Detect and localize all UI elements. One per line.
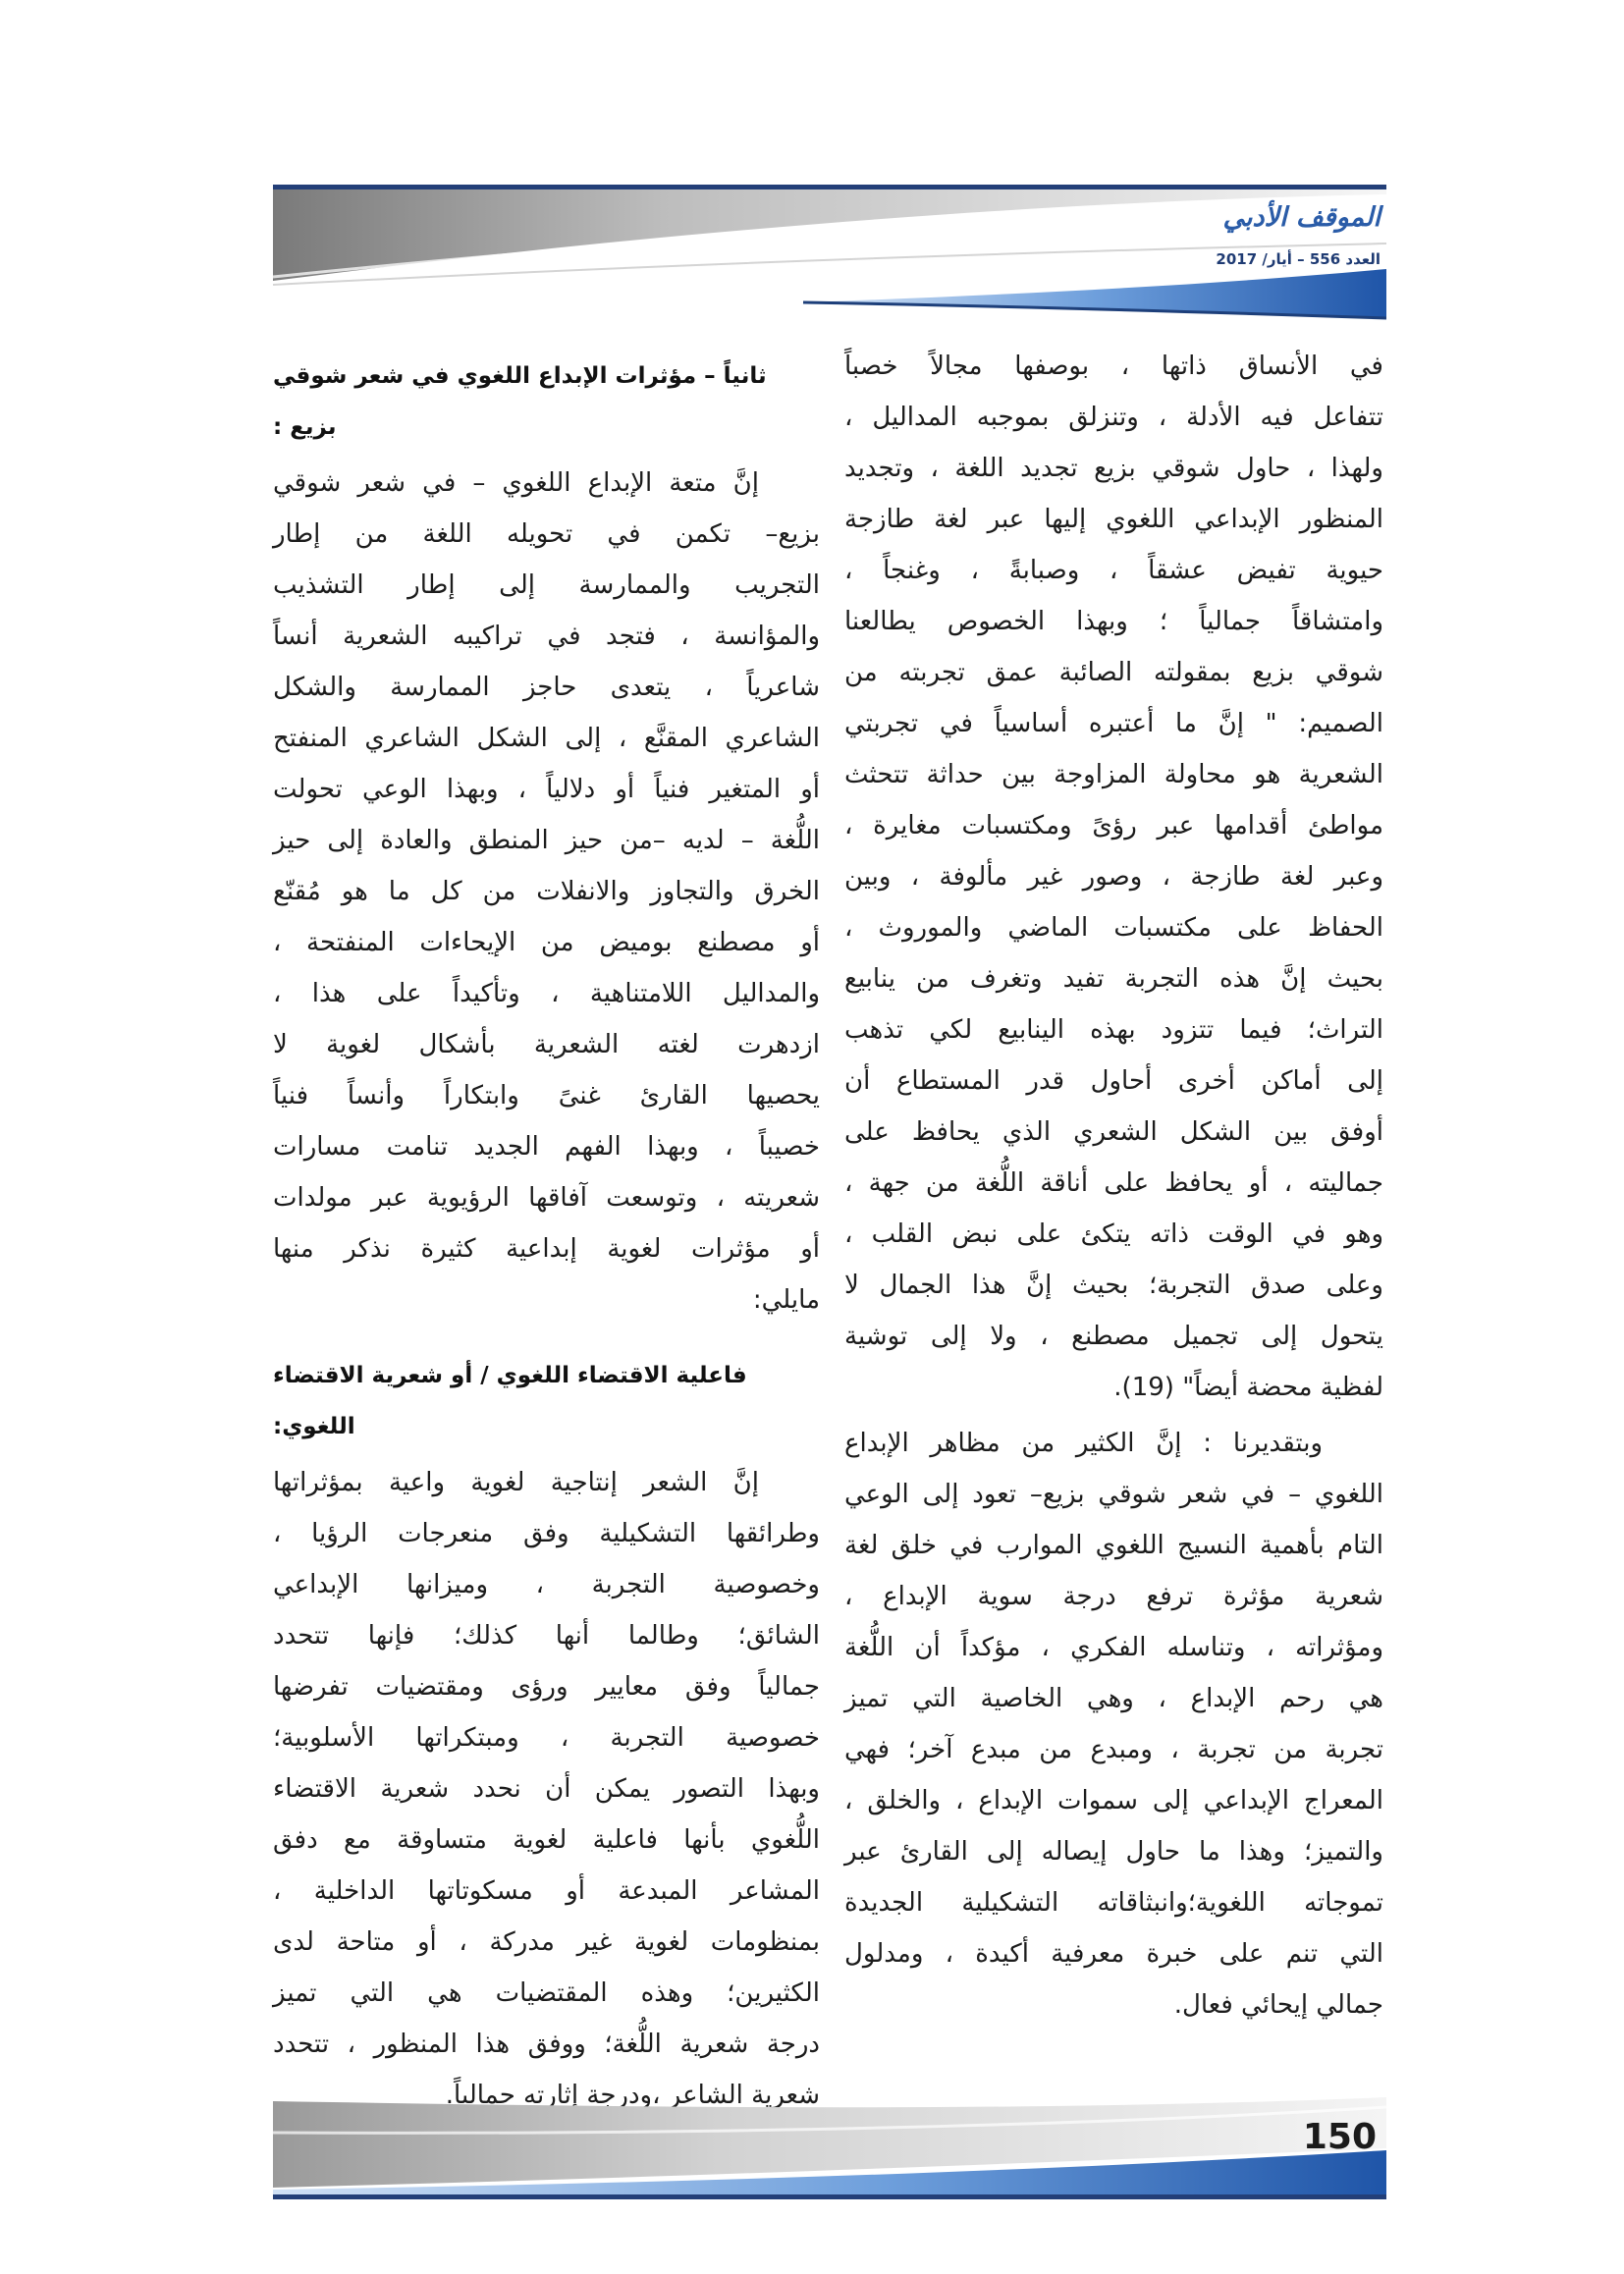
text-line: يتحول إلى تجميل مصطنع ، ولا إلى توشية [844,1322,1383,1351]
text-line: شعريته ، وتوسعت آفاقها الرؤيوية عبر مولدات [273,1183,820,1213]
text-line: المعراج الإبداعي إلى سموات الإبداع ، والخلق ، [844,1786,1383,1815]
issue-number: العدد 556 – أيار/ 2017 [1216,250,1380,268]
text-line: وبهذا التصور يمكن أن نحدد شعرية الاقتضاء [273,1774,820,1804]
text-line: الخرق والتجاوز والانفلات من كل ما هو مُقنّع [273,877,820,906]
text-line: وعبر لغة طازجة ، وصور غير مألوفة ، وبين [844,862,1383,892]
text-line: وطرائقها التشكيلية وفق منعرجات الرؤيا ، [273,1519,820,1548]
section [273,351,820,1326]
paragraph [844,341,1383,1413]
magazine-logo: الموقف الأدبي [1222,202,1380,233]
text-line: هي رحم الإبداع ، وهي الخاصية التي تميز [844,1684,1383,1713]
text-line: اللغوي – في شعر شوقي بزيع– تعود إلى الوعي [844,1480,1383,1509]
text-line: التراث؛ فيما تتزود بهذه الينابيع لكي تذهب [844,1015,1383,1045]
text-line: إنَّ الشعر إنتاجية لغوية واعية بمؤثراتها [273,1468,759,1497]
text-line: أو مؤثرات لغوية إبداعية كثيرة نذكر منها [273,1234,820,1264]
text-line: درجة شعرية اللُّغة؛ ووفق هذا المنظور ، تتحدد [273,2030,820,2059]
text-line: شعرية مؤثرة ترفع درجة سوية الإبداع ، [844,1582,1383,1611]
text-line: التجريب والممارسة إلى إطار التشذيب [273,570,820,600]
text-line: تتفاعل فيه الأدلة ، وتنزلق بموجبه المداليل ، [844,403,1383,432]
text-line: اللُّغوي بأنها فاعلية لغوية متساوقة مع دفق [273,1825,820,1855]
page-number: 150 [1302,2117,1377,2157]
text-line: بحيث إنَّ هذه التجربة تفيد وتغرف من ينابيع [844,964,1383,994]
text-line: أو المتغير فنياً أو دلالياً ، وبهذا الوعي تحولت [273,775,820,804]
text-line: المنظور الإبداعي اللغوي إليها عبر لغة طازجة [844,505,1383,534]
text-line: التي تنم على خبرة معرفية أكيدة ، ومدلول [844,1939,1383,1969]
text-line: ولهذا ، حاول شوقي بزيع تجديد اللغة ، وتجديد [844,454,1383,483]
section-heading: ثانياً – مؤثرات الإبداع اللغوي في شعر شوقي بزيع : [273,363,767,440]
text-line: الكثيرين؛ وهذه المقتضيات هي التي تميز [273,1978,820,2008]
text-line: في الأنساق ذاتها ، بوصفها مجالاً خصباً [844,352,1383,381]
section-heading: فاعلية الاقتضاء اللغوي / أو شعرية الاقتضاء اللغوي: [273,1363,747,1439]
text-line: مايلي: [752,1285,820,1315]
text-line: بزيع– تكمن في تحويله اللغة من إطار [273,519,820,549]
text-line: الشعرية هو محاولة المزاوجة بين حداثة تتحثث [844,760,1383,789]
text-line: وامتشاقاً جمالياً ؛ وبهذا الخصوص يطالعنا [844,607,1383,636]
text-line: والتميز؛ وهذا ما حاول إيصاله إلى القارئ عبر [844,1837,1383,1867]
right-column [844,341,1383,2030]
text-line: حيوية تفيض عشقاً ، وصبابةً ، وغنجاً ، [844,556,1383,585]
text-line: وهو في الوقت ذاته يتكئ على نبض القلب ، [844,1219,1383,1249]
text-line: جمالي إيحائي فعال. [1173,1990,1383,2020]
footer-swoosh [273,2093,1386,2203]
text-line: شوقي بزيع بمقولته الصائبة عمق تجربته من [844,658,1383,687]
text-line: تموجاته اللغوية؛وانبثاقاته التشكيلية الجديدة [844,1888,1383,1918]
left-column [273,351,820,2121]
text-line: المشاعر المبدعة أو مسكوتاتها الداخلية ، [273,1876,820,1906]
text-line: الشائق؛ وطالما أنها كذلك؛ فإنها تتحدد [273,1621,820,1651]
text-line: ازدهرت لغته الشعرية بأشكال لغوية لا [273,1030,820,1059]
text-line: اللُّغة – لديه –من حيز المنطق والعادة إلى حيز [273,826,820,855]
section [273,1350,820,2121]
text-line: والمؤانسة ، فتجد في تراكيبه الشعرية أنساً [273,622,820,651]
text-line: ومؤثراته ، وتناسله الفكري ، مؤكداً أن اللُّغة [844,1633,1383,1662]
text-line: وخصوصية التجربة ، وميزانها الإبداعي [273,1570,820,1599]
text-line: خصيباً ، وبهذا الفهم الجديد تنامت مسارات [273,1132,820,1162]
text-line: تجربة من تجربة ، ومبدع من مبدع آخر؛ فهي [844,1735,1383,1764]
text-line: إلى أماكن أخرى أحاول قدر المستطاع أن [844,1066,1383,1096]
text-line: شعرية الشاعر ،ودرجة إثارته جمالياً. [445,2081,820,2110]
text-line: لفظية محضة أيضاً" (19). [1113,1373,1383,1402]
text-line: شاعرياً ، يتعدى حاجز الممارسة والشكل [273,673,820,702]
text-line: يحصيها القارئ غنىً وابتكاراً وأنساً فنياً [273,1081,820,1110]
text-line: الصميم: " إنَّ ما أعتبره أساسياً في تجربتي [844,709,1383,738]
text-line: مواطئ أقدامها عبر رؤىً ومكتسبات مغايرة ، [844,811,1383,840]
text-line: الشاعري المقنَّع ، إلى الشكل الشاعري المنفتح [273,724,820,753]
text-line: أو مصطنع بوميض من الإيحاءات المنفتحة ، [273,928,820,957]
text-line: بمنظومات لغوية غير مدركة ، أو متاحة لدى [273,1927,820,1957]
paragraph [273,458,820,1326]
text-line: جماليته ، أو يحافظ على أناقة اللُّغة من جهة ، [844,1168,1383,1198]
text-line: والمداليل اللامتناهية ، وتأكيداً على هذا ، [273,979,820,1008]
text-line: وبتقديرنا : إنَّ الكثير من مظاهر الإبداع [844,1429,1323,1458]
text-line: خصوصية التجربة ، ومبتكراتها الأسلوبية؛ [273,1723,820,1753]
paragraph [844,1418,1383,2030]
text-line: الحفاظ على مكتسبات الماضي والموروث ، [844,913,1383,943]
text-line: إنَّ متعة الإبداع اللغوي – في شعر شوقي [273,468,759,498]
paragraph [273,1457,820,2121]
text-line: التام بأهمية النسيج اللغوي الموارب في خلق لغة [844,1531,1383,1560]
text-line: أوفق بين الشكل الشعري الذي يحافظ على [844,1117,1383,1147]
text-line: وعلى صدق التجربة؛ بحيث إنَّ هذا الجمال لا [844,1271,1383,1300]
text-line: جمالياً وفق معايير ورؤى ومقتضيات تفرضها [273,1672,820,1702]
